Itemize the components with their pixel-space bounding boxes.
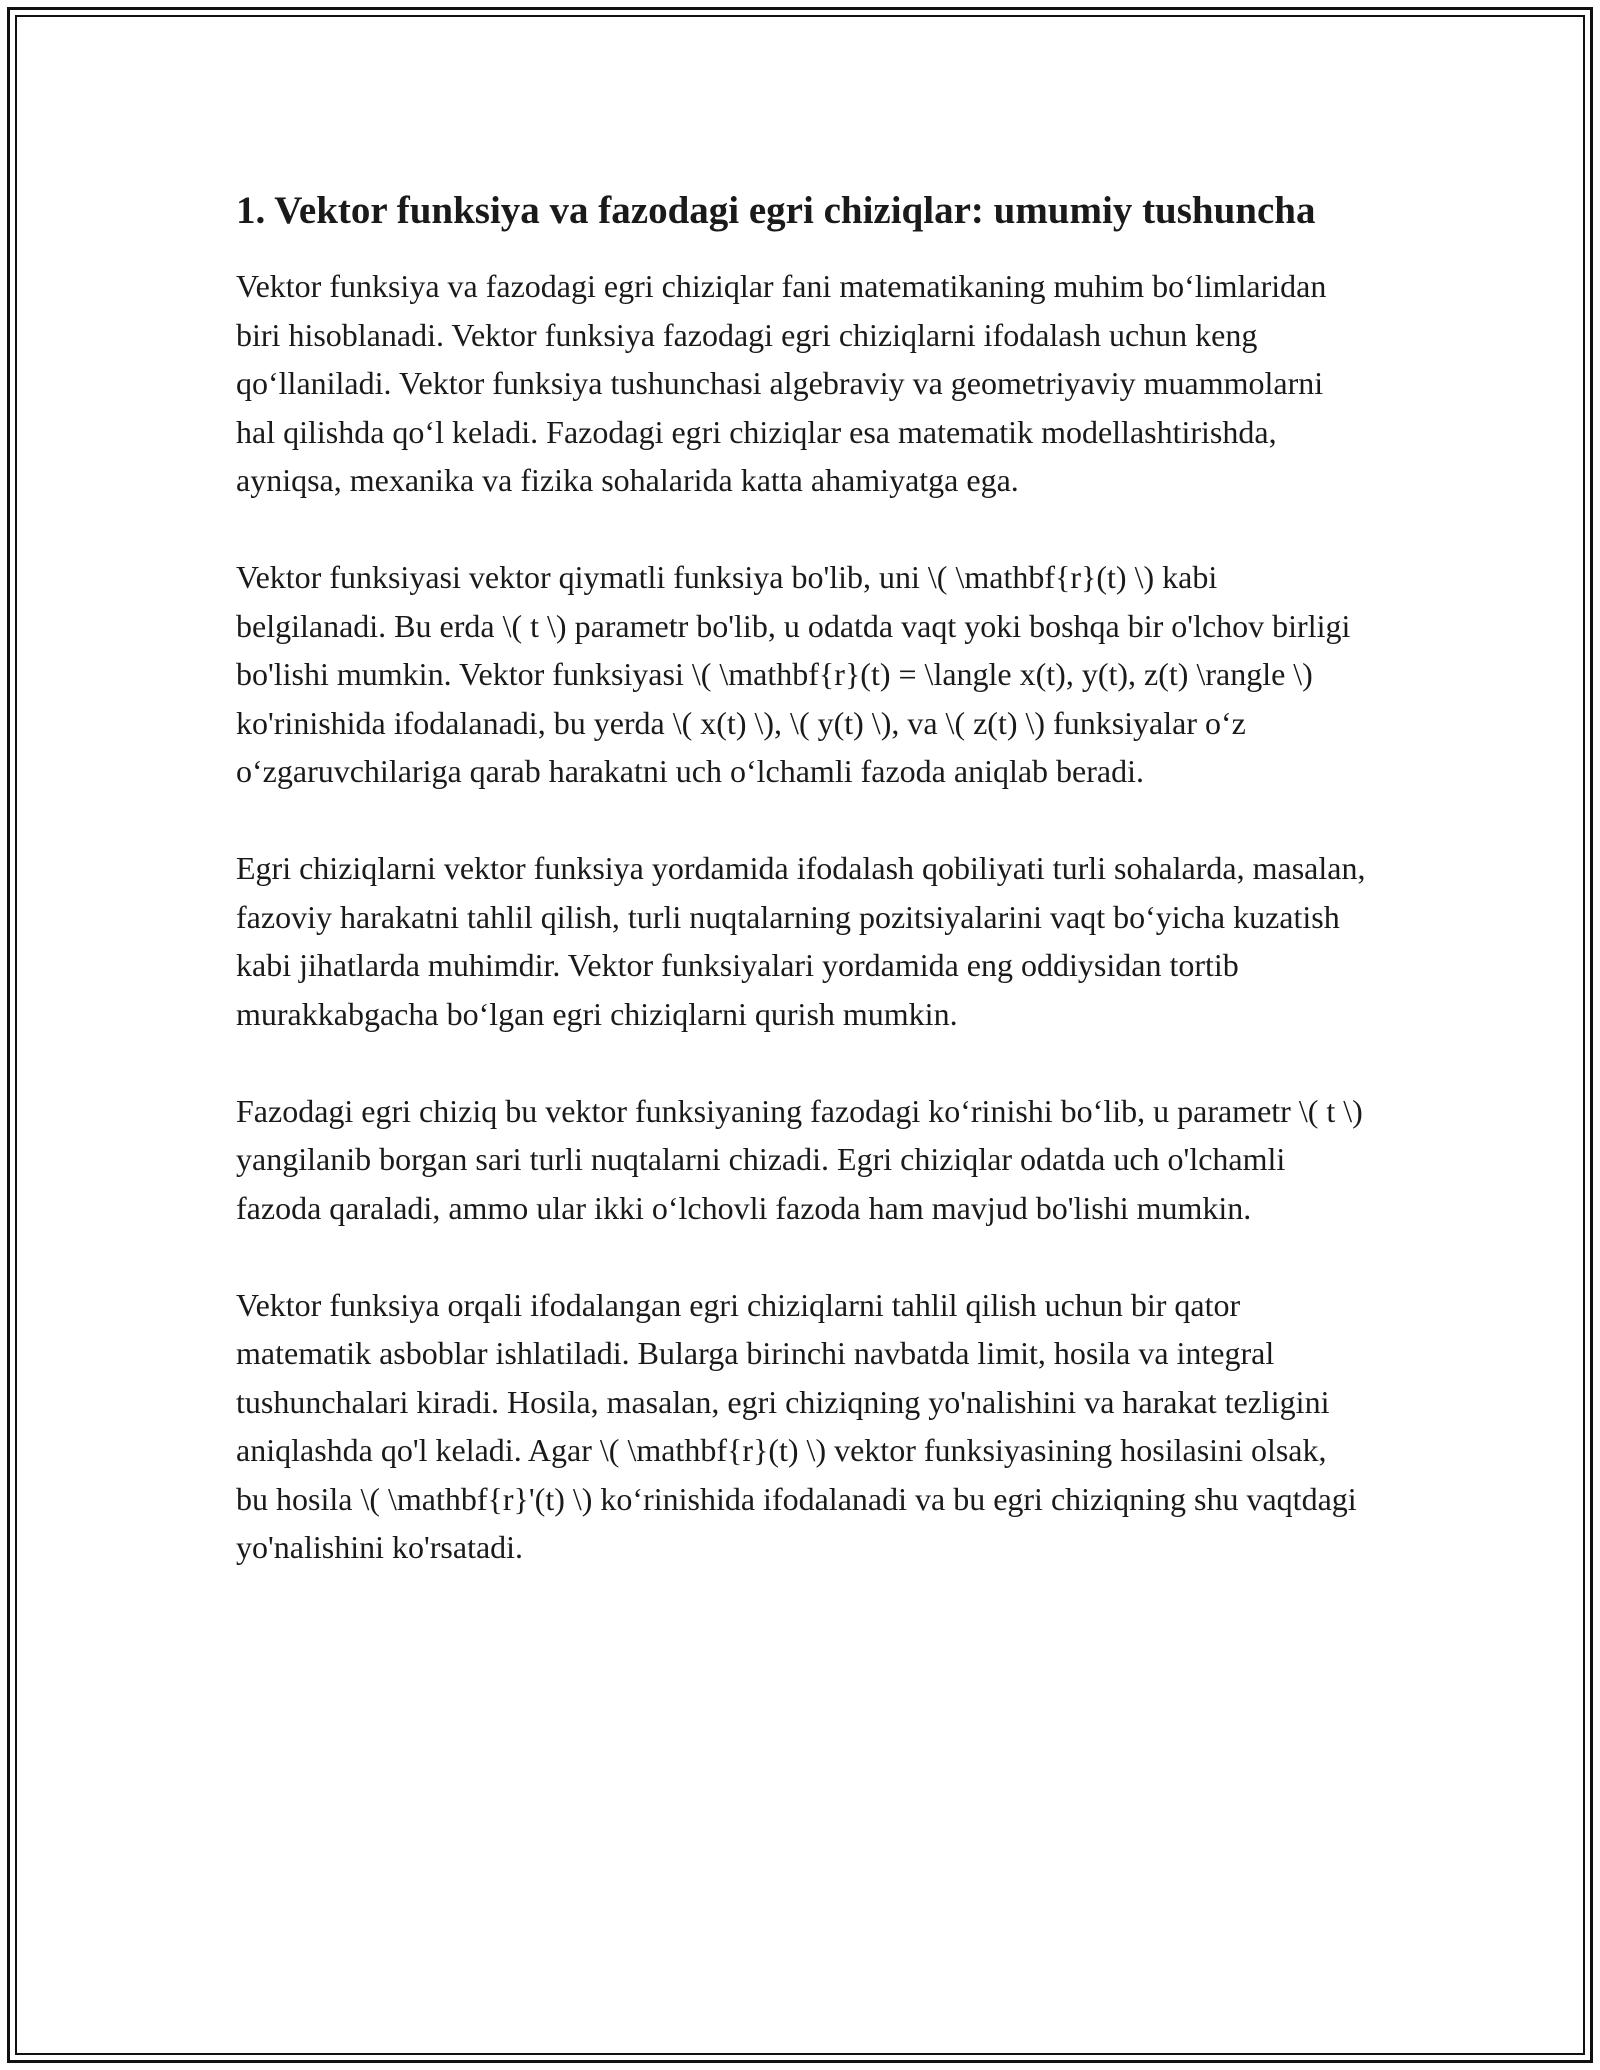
section-heading: 1. Vektor funksiya va fazodagi egri chiziqlar: umumiy tushuncha [236,189,1316,232]
paragraph-2: Vektor funksiyasi vektor qiymatli funksiya bo'lib, uni \( \mathbf{r}(t) \) kabi belgilanadi. Bu erda \( t \) parametr bo'lib, u odatda vaqt yoki boshqa bir o'lchov birligi bo'lishi mumkin. Vektor funksiyasi \( \mathbf{r}(t) = \langle x(t), y(t), z(t) \rangle \) ko'rinishida ifodalanadi, bu yerda \( x(t) \), \( y(t) \), va \( z(t) \) funksiyalar o‘z o‘zgaruvchilariga qarab harakatni uch o‘lchamli fazoda aniqlab beradi. [236,559,1351,789]
paragraph-5: Vektor funksiya orqali ifodalangan egri chiziqlarni tahlil qilish uchun bir qator matematik asboblar ishlatiladi. Bularga birinchi navbatda limit, hosila va integral tushunchalari kiradi. Hosila, masalan, egri chiziqning yo'nalishini va harakat tezligini aniqlashda qo'l keladi. Agar \( \mathbf{r}(t) \) vektor funksiyasining hosilasini olsak, bu hosila \( \mathbf{r}'(t) \) ko‘rinishida ifodalanadi va bu egri chiziqning shu vaqtdagi yo'nalishini ko'rsatadi. [236,1286,1357,1565]
paragraph-1: Vektor funksiya va fazodagi egri chiziqlar fani matematikaning muhim bo‘limlaridan biri hisoblanadi. Vektor funksiya fazodagi egri chiziqlarni ifodalash uchun keng qo‘llaniladi. Vektor funksiya tushunchasi algebraviy va geometriyaviy muammolarni hal qilishda qo‘l keladi. Fazodagi egri chiziqlar esa matematik modellashtirishda, ayniqsa, mexanika va fizika sohalarida katta ahamiyatga ega. [236,268,1327,498]
paragraph-4: Fazodagi egri chiziq bu vektor funksiyaning fazodagi ko‘rinishi bo‘lib, u parametr \( t \) yangilanib borgan sari turli nuqtalarni chizadi. Egri chiziqlar odatda uch o'lchamli fazoda qaraladi, ammo ular ikki o‘lchovli fazoda ham mavjud bo'lishi mumkin. [236,1092,1363,1226]
paragraph-3: Egri chiziqlarni vektor funksiya yordamida ifodalash qobiliyati turli sohalarda, masalan, fazoviy harakatni tahlil qilish, turli nuqtalarning pozitsiyalarini vaqt bo‘yicha kuzatish kabi jihatlarda muhimdir. Vektor funksiyalari yordamida eng oddiysidan tortib murakkabgacha bo‘lgan egri chiziqlarni qurish mumkin. [236,850,1366,1032]
document-body [236,184,1366,1620]
